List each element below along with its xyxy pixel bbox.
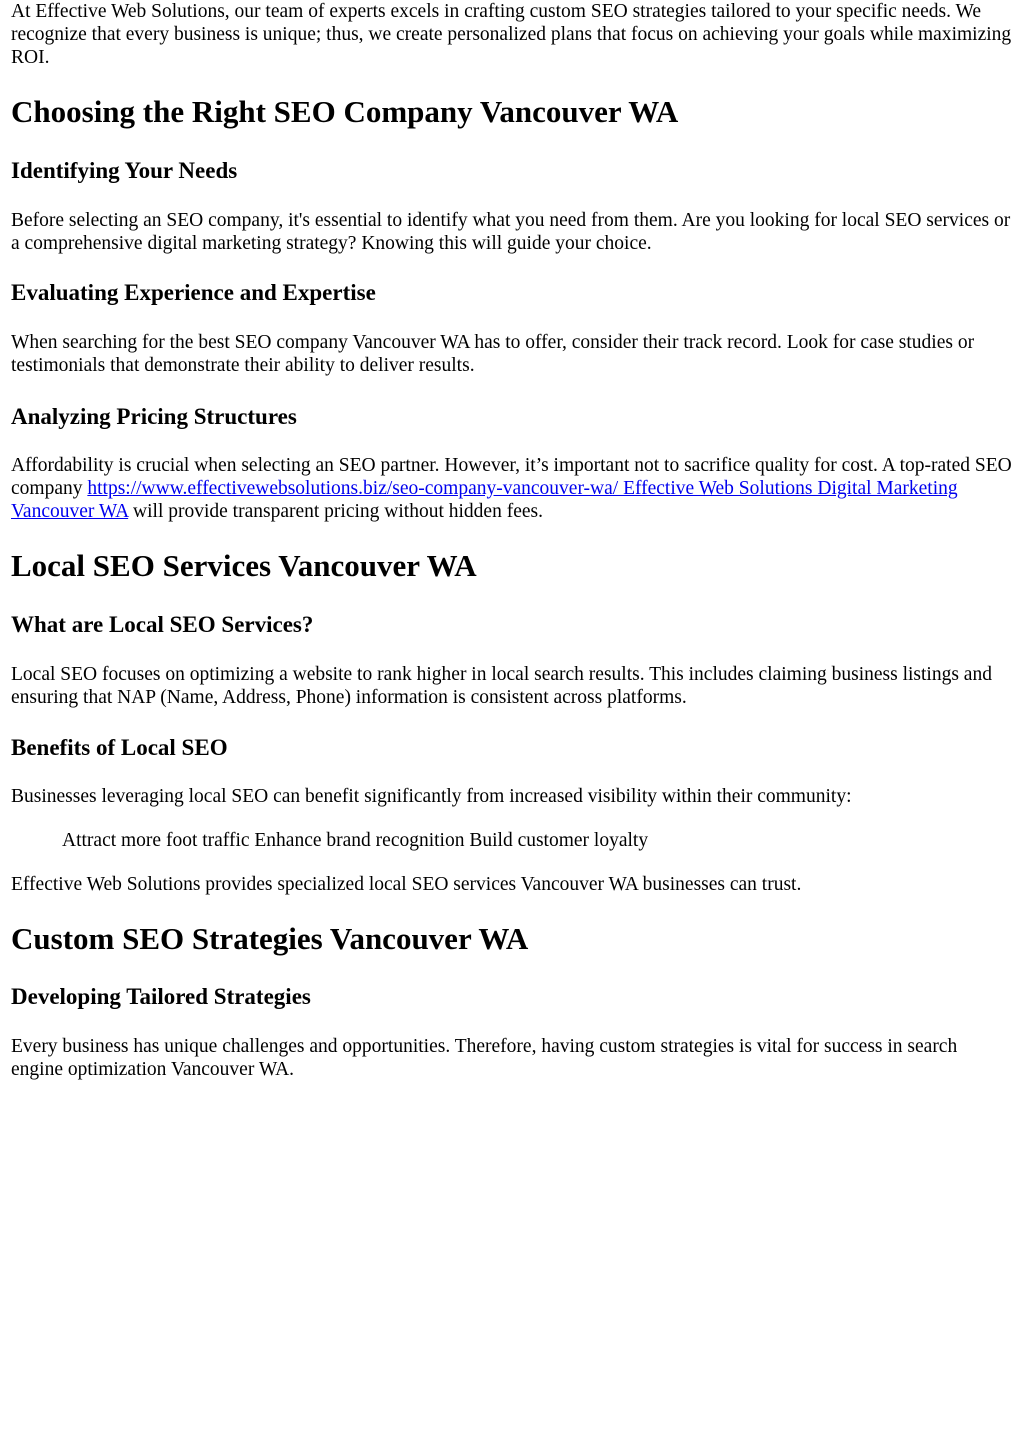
heading-identifying-needs: Identifying Your Needs [11,158,238,183]
heading-custom-seo-strategies: Custom SEO Strategies Vancouver WA [11,921,529,956]
intro-paragraph: At Effective Web Solutions, our team of experts excels in crafting custom SEO strategies tailored to your specific needs. We recognize that every business is unique; thus, we create personalized plans that focus on achieving your goals while maximizing ROI. [11,1,1012,68]
heading-developing-strategies: Developing Tailored Strategies [11,984,311,1009]
paragraph-identifying-needs: Before selecting an SEO company, it's essential to identify what you need from them. Are you looking for local SEO services or a comprehensive digital marketing strategy? Knowing this will guide your choice. [11,210,1011,254]
paragraph-benefits-local-seo: Businesses leveraging local SEO can benefit significantly from increased visibility within their community: [11,786,852,807]
paragraph-developing-strategies: Every business has unique challenges and opportunities. Therefore, having custom strategies is vital for success in search engine optimization Vancouver WA. [11,1036,958,1080]
heading-what-are-local-seo: What are Local SEO Services? [11,612,314,637]
pricing-text-before: Affordability is crucial when selecting an SEO partner. However, it’s important not to sacrifice quality for cost. A top-rated SEO company [11,455,1012,499]
paragraph-what-are-local-seo: Local SEO focuses on optimizing a website to rank higher in local search results. This includes claiming business listings and ensuring that NAP (Name, Address, Phone) information is consistent across platforms. [11,664,992,708]
pricing-text-after: will provide transparent pricing without hidden fees. [128,501,543,522]
heading-benefits-local-seo: Benefits of Local SEO [11,735,228,760]
heading-analyzing-pricing: Analyzing Pricing Structures [11,404,297,429]
paragraph-local-seo-closing: Effective Web Solutions provides specialized local SEO services Vancouver WA businesses can trust. [11,874,802,895]
benefits-list-line: Attract more foot traffic Enhance brand recognition Build customer loyalty [62,830,649,851]
heading-local-seo-services: Local SEO Services Vancouver WA [11,548,477,583]
heading-choosing-seo-company: Choosing the Right SEO Company Vancouver WA [11,94,679,129]
effective-web-solutions-link[interactable]: https://www.effectivewebsolutions.biz/seo-company-vancouver-wa/ Effective Web Solutions Digital Marketing Vancouver WA [11,478,958,522]
paragraph-analyzing-pricing [11,454,1014,523]
paragraph-evaluating-experience: When searching for the best SEO company Vancouver WA has to offer, consider their track record. Look for case studies or testimonials that demonstrate their ability to deliver results. [11,332,975,376]
heading-evaluating-experience: Evaluating Experience and Expertise [11,280,376,305]
